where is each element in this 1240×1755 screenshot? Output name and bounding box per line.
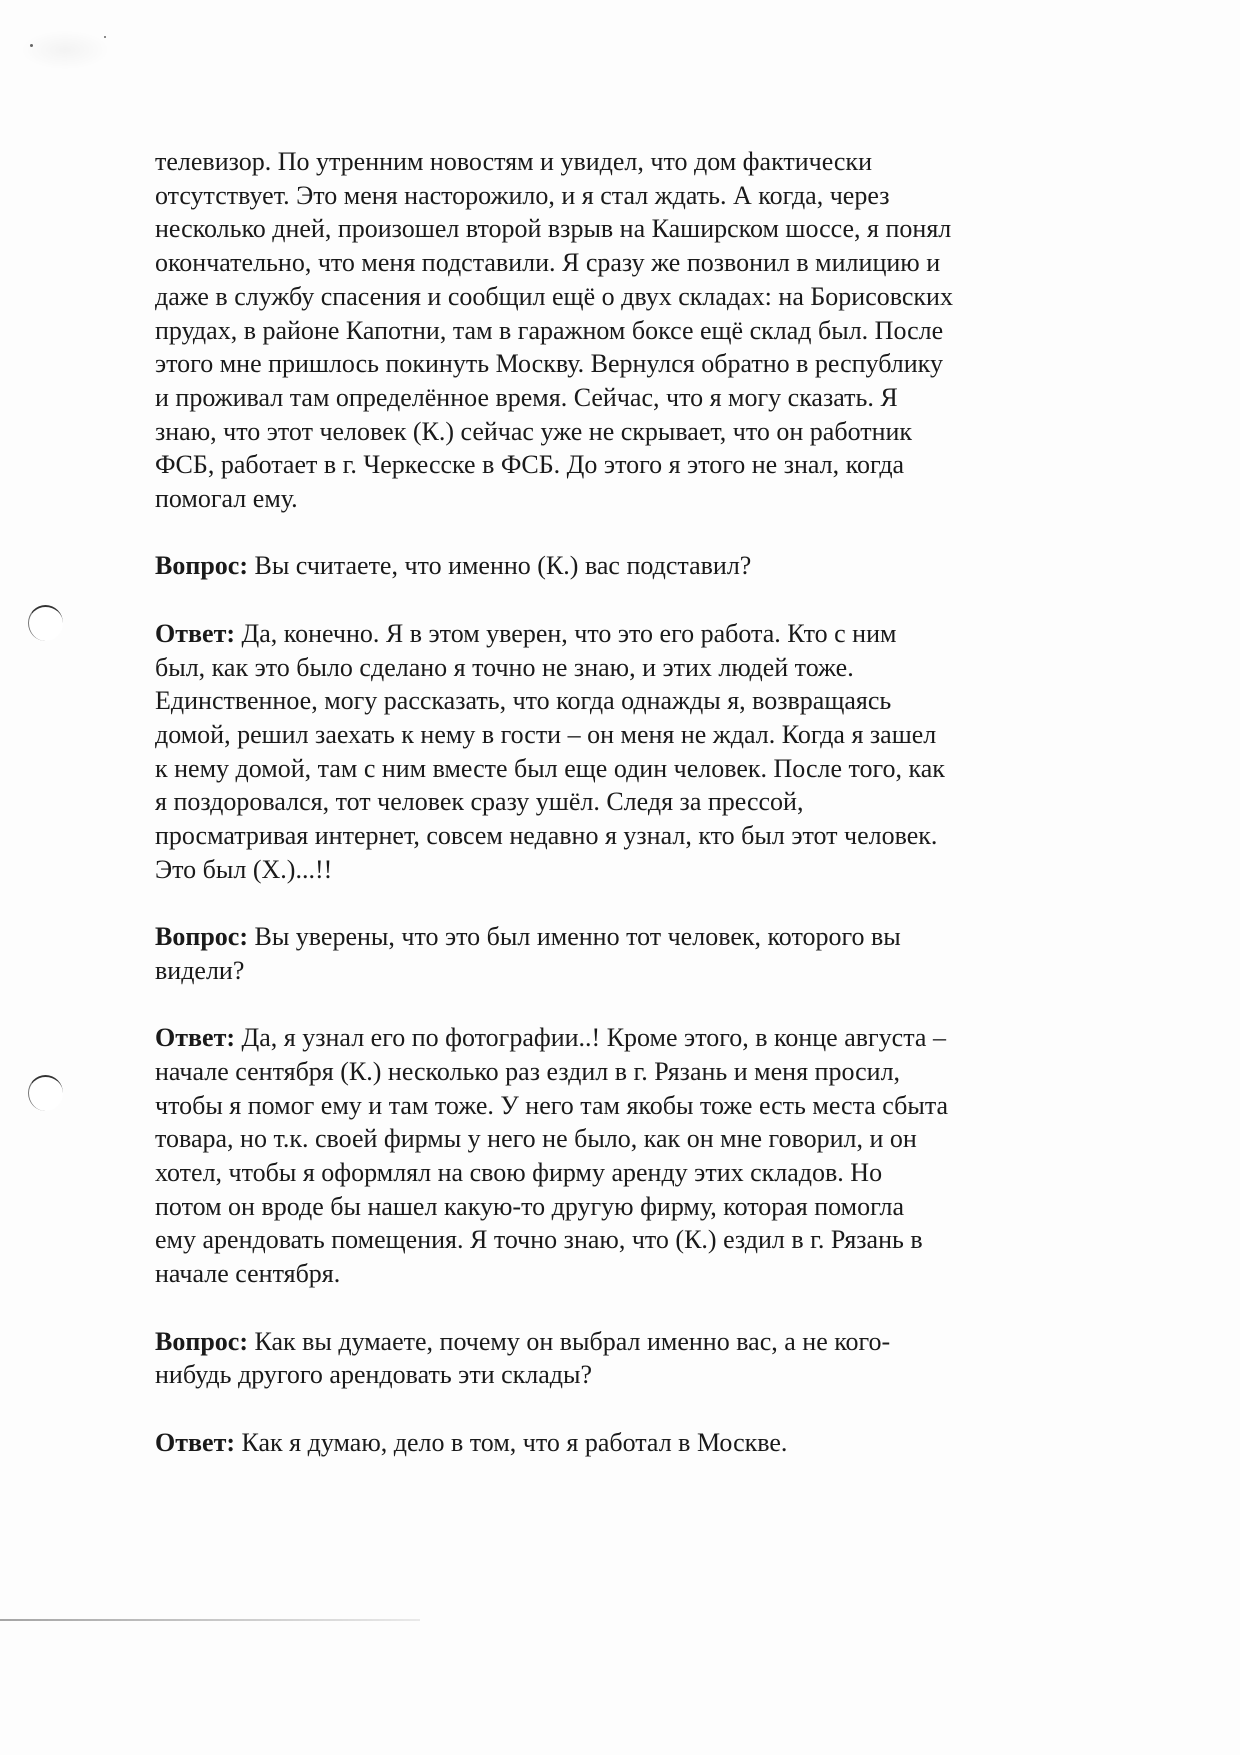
document-body (155, 145, 1060, 1493)
question-text: Вы считаете, что именно (К.) вас подставил? (247, 551, 752, 581)
answer-text: Как я думаю, дело в том, что я работал в Москве. (235, 1427, 788, 1457)
answer-label: Ответ: (155, 618, 236, 648)
answer-label: Ответ: (155, 1427, 236, 1457)
answer-paragraph (155, 1426, 1060, 1460)
punch-hole (28, 605, 63, 641)
question-paragraph (155, 549, 1060, 583)
question-label: Вопрос: (155, 922, 248, 952)
scan-speck (104, 36, 106, 38)
question-paragraph (155, 920, 1060, 987)
answer-label: Ответ: (155, 1023, 236, 1053)
scan-smudge (20, 30, 110, 70)
question-label: Вопрос: (155, 551, 248, 581)
answer-text: Да, конечно. Я в этом уверен, что это его работа. Кто с ним был, как это было сделано я точно не знаю, и этих людей тоже. Единственное, могу рассказать, что когда однажды я, возвращаясь домой, решил заехать к нему в гости – он меня не ждал. Когда я зашел к нему домой, там с ним вместе был еще один человек. После того, как я поздоровался, тот человек сразу ушёл. Следя за прессой, просматривая интернет, совсем недавно я узнал, кто был этот человек. Это был (Х.)...!! (155, 618, 945, 884)
answer-paragraph (155, 617, 1060, 887)
scan-speck (30, 44, 33, 47)
question-text: Как вы думаете, почему он выбрал именно вас, а не кого- нибудь другого арендовать эти склады? (155, 1326, 891, 1390)
scan-edge-line (0, 1619, 420, 1621)
answer-text: Да, я узнал его по фотографии..! Кроме этого, в конце августа – начале сентября (К.) несколько раз ездил в г. Рязань и меня просил, чтобы я помог ему и там тоже. У него там якобы тоже есть места сбыта товара, но т.к. своей фирмы у него не было, как он мне говорил, и он хотел, чтобы я оформлял на свою фирму аренду этих складов. Но потом он вроде бы нашел какую-то другую фирму, которая помогла ему арендовать помещения. Я точно знаю, что (К.) ездил в г. Рязань в начале сентября. (155, 1023, 949, 1289)
question-paragraph (155, 1325, 1060, 1392)
question-label: Вопрос: (155, 1326, 248, 1356)
intro-paragraph: телевизор. По утренним новостям и увидел, что дом фактически отсутствует. Это меня насторожило, и я стал ждать. А когда, через несколько дней, произошел второй взрыв на Каширском шоссе, я понял окончательно, что меня подставили. Я сразу же позвонил в милицию и даже в службу спасения и сообщил ещё о двух складах: на Борисовских прудах, в районе Капотни, там в гаражном боксе ещё склад был. После этого мне пришлось покинуть Москву. Вернулся обратно в республику и проживал там определённое время. Сейчас, что я могу сказать. Я знаю, что этот человек (К.) сейчас уже не скрывает, что он работник ФСБ, работает в г. Черкесске в ФСБ. До этого я этого не знал, когда помогал ему. (155, 147, 953, 514)
question-text: Вы уверены, что это был именно тот человек, которого вы видели? (155, 922, 901, 985)
answer-paragraph (155, 1021, 1060, 1291)
punch-hole (28, 1075, 63, 1111)
